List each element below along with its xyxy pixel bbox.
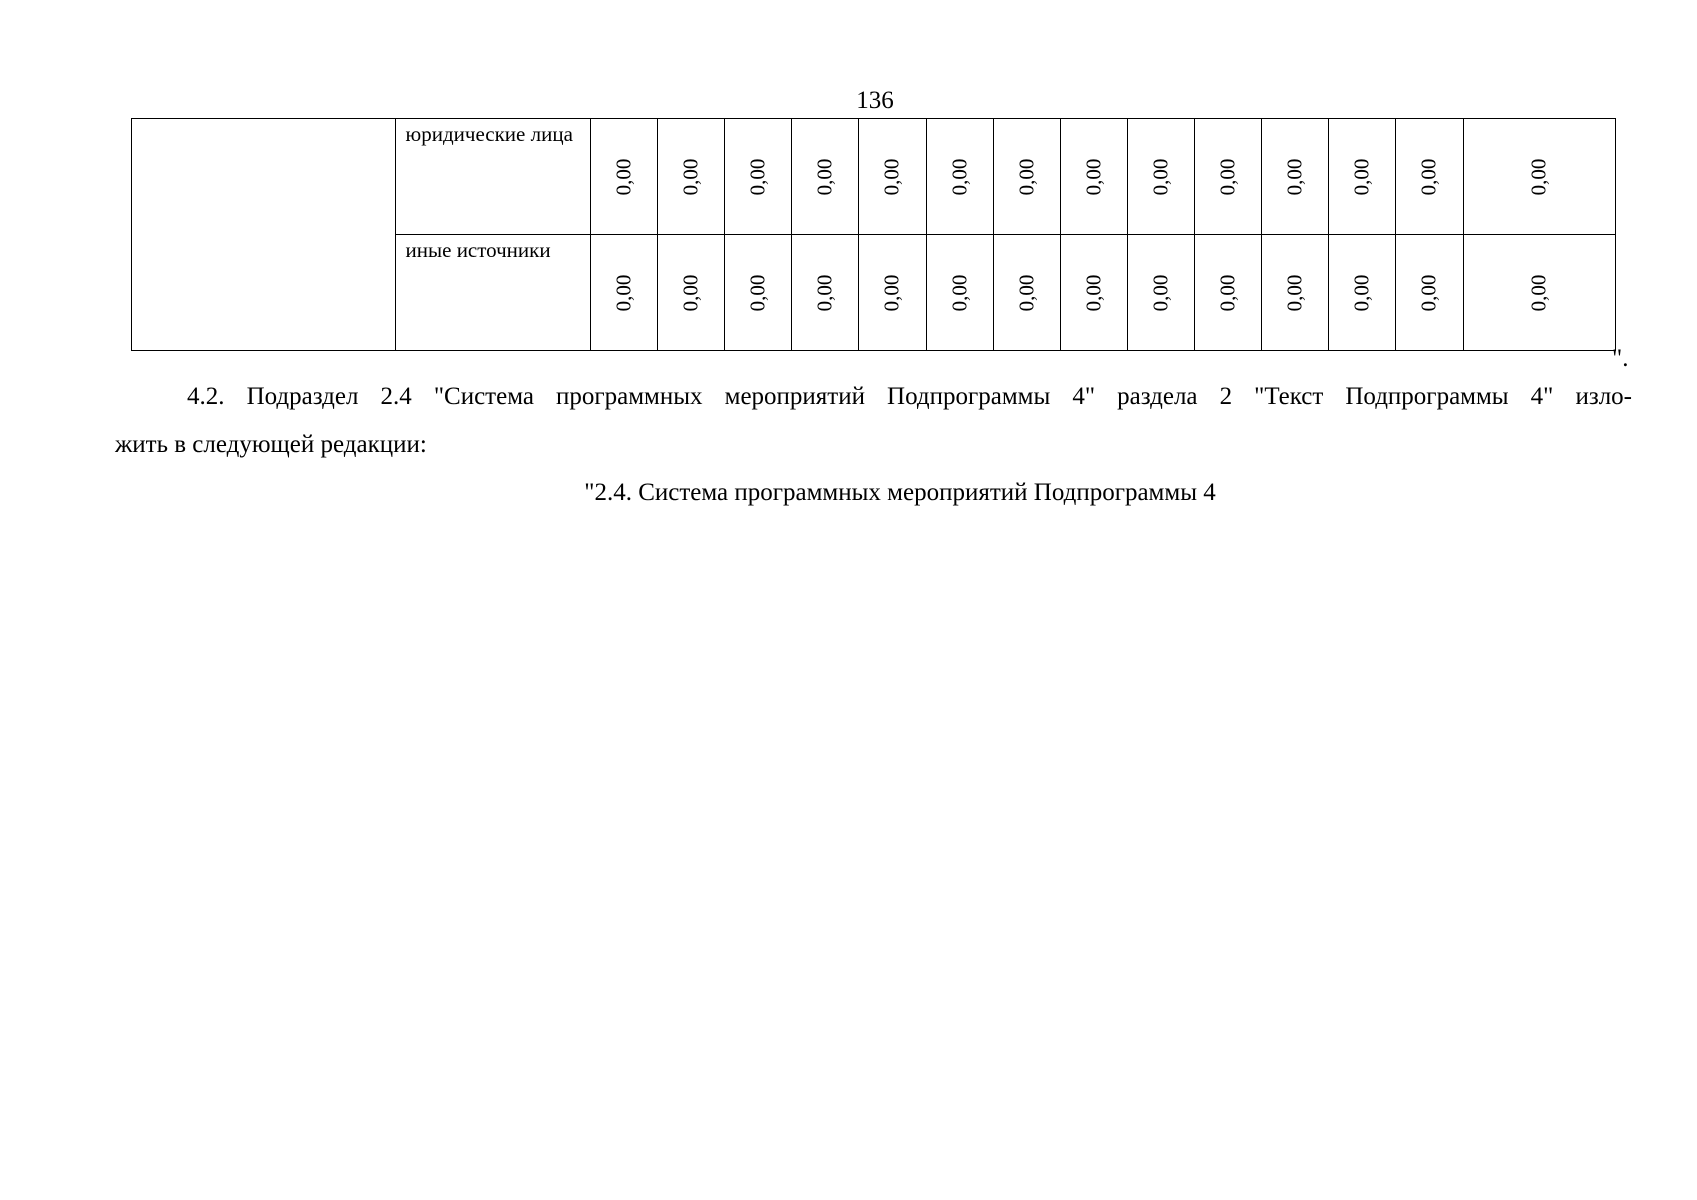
value-text: 0,00 [745, 158, 770, 195]
empty-merged-cell [132, 119, 396, 351]
value-cell [1329, 235, 1396, 351]
financing-table [131, 118, 1616, 351]
closing-quote: ". [1612, 345, 1629, 372]
value-cell [1195, 119, 1262, 235]
value-cell [859, 119, 926, 235]
value-cell [590, 235, 657, 351]
total-value-cell [1463, 235, 1615, 351]
value-text: 0,00 [1014, 274, 1039, 311]
value-cell [1329, 119, 1396, 235]
value-cell [859, 235, 926, 351]
value-cell [926, 119, 993, 235]
value-cell [1127, 235, 1194, 351]
value-text: 0,00 [1416, 274, 1441, 311]
paragraph-line-2: жить в следующей редакции: [115, 431, 427, 458]
value-cell [792, 235, 859, 351]
value-text: 0,00 [1014, 158, 1039, 195]
value-text: 0,00 [1526, 274, 1551, 311]
value-text: 0,00 [1215, 274, 1240, 311]
value-cell [1060, 235, 1127, 351]
value-cell [1195, 235, 1262, 351]
value-text: 0,00 [745, 274, 770, 311]
table-row [132, 119, 1616, 235]
value-text: 0,00 [678, 274, 703, 311]
value-text: 0,00 [1215, 158, 1240, 195]
value-text: 0,00 [947, 158, 972, 195]
value-cell [658, 119, 725, 235]
value-cell [1127, 119, 1194, 235]
value-text: 0,00 [947, 274, 972, 311]
value-cell [1396, 119, 1463, 235]
value-text: 0,00 [611, 158, 636, 195]
value-cell [792, 119, 859, 235]
value-text: 0,00 [1148, 158, 1173, 195]
value-cell [926, 235, 993, 351]
value-text: 0,00 [1526, 158, 1551, 195]
value-text: 0,00 [879, 158, 904, 195]
section-heading: "2.4. Система программных мероприятий Подпрограммы 4 [584, 479, 1216, 506]
paragraph-line-1: 4.2. Подраздел 2.4 "Система программных мероприятий Подпрограммы 4" раздела 2 "Текст Подпрограммы 4" изло- [187, 383, 1632, 410]
value-text: 0,00 [678, 158, 703, 195]
value-cell [725, 235, 792, 351]
value-text: 0,00 [1349, 158, 1374, 195]
value-cell [1060, 119, 1127, 235]
value-text: 0,00 [879, 274, 904, 311]
value-text: 0,00 [812, 274, 837, 311]
page-number: 136 [856, 87, 894, 114]
value-cell [1262, 119, 1329, 235]
row-label: иные источники [395, 235, 590, 351]
value-cell [1396, 235, 1463, 351]
total-value-cell [1463, 119, 1615, 235]
value-text: 0,00 [1148, 274, 1173, 311]
row-label: юридические лица [395, 119, 590, 235]
value-text: 0,00 [1282, 274, 1307, 311]
value-text: 0,00 [1081, 274, 1106, 311]
value-cell [1262, 235, 1329, 351]
value-cell [590, 119, 657, 235]
value-text: 0,00 [611, 274, 636, 311]
value-cell [993, 235, 1060, 351]
value-text: 0,00 [812, 158, 837, 195]
value-cell [658, 235, 725, 351]
value-text: 0,00 [1349, 274, 1374, 311]
value-text: 0,00 [1416, 158, 1441, 195]
value-text: 0,00 [1282, 158, 1307, 195]
value-cell [993, 119, 1060, 235]
value-text: 0,00 [1081, 158, 1106, 195]
value-cell [725, 119, 792, 235]
